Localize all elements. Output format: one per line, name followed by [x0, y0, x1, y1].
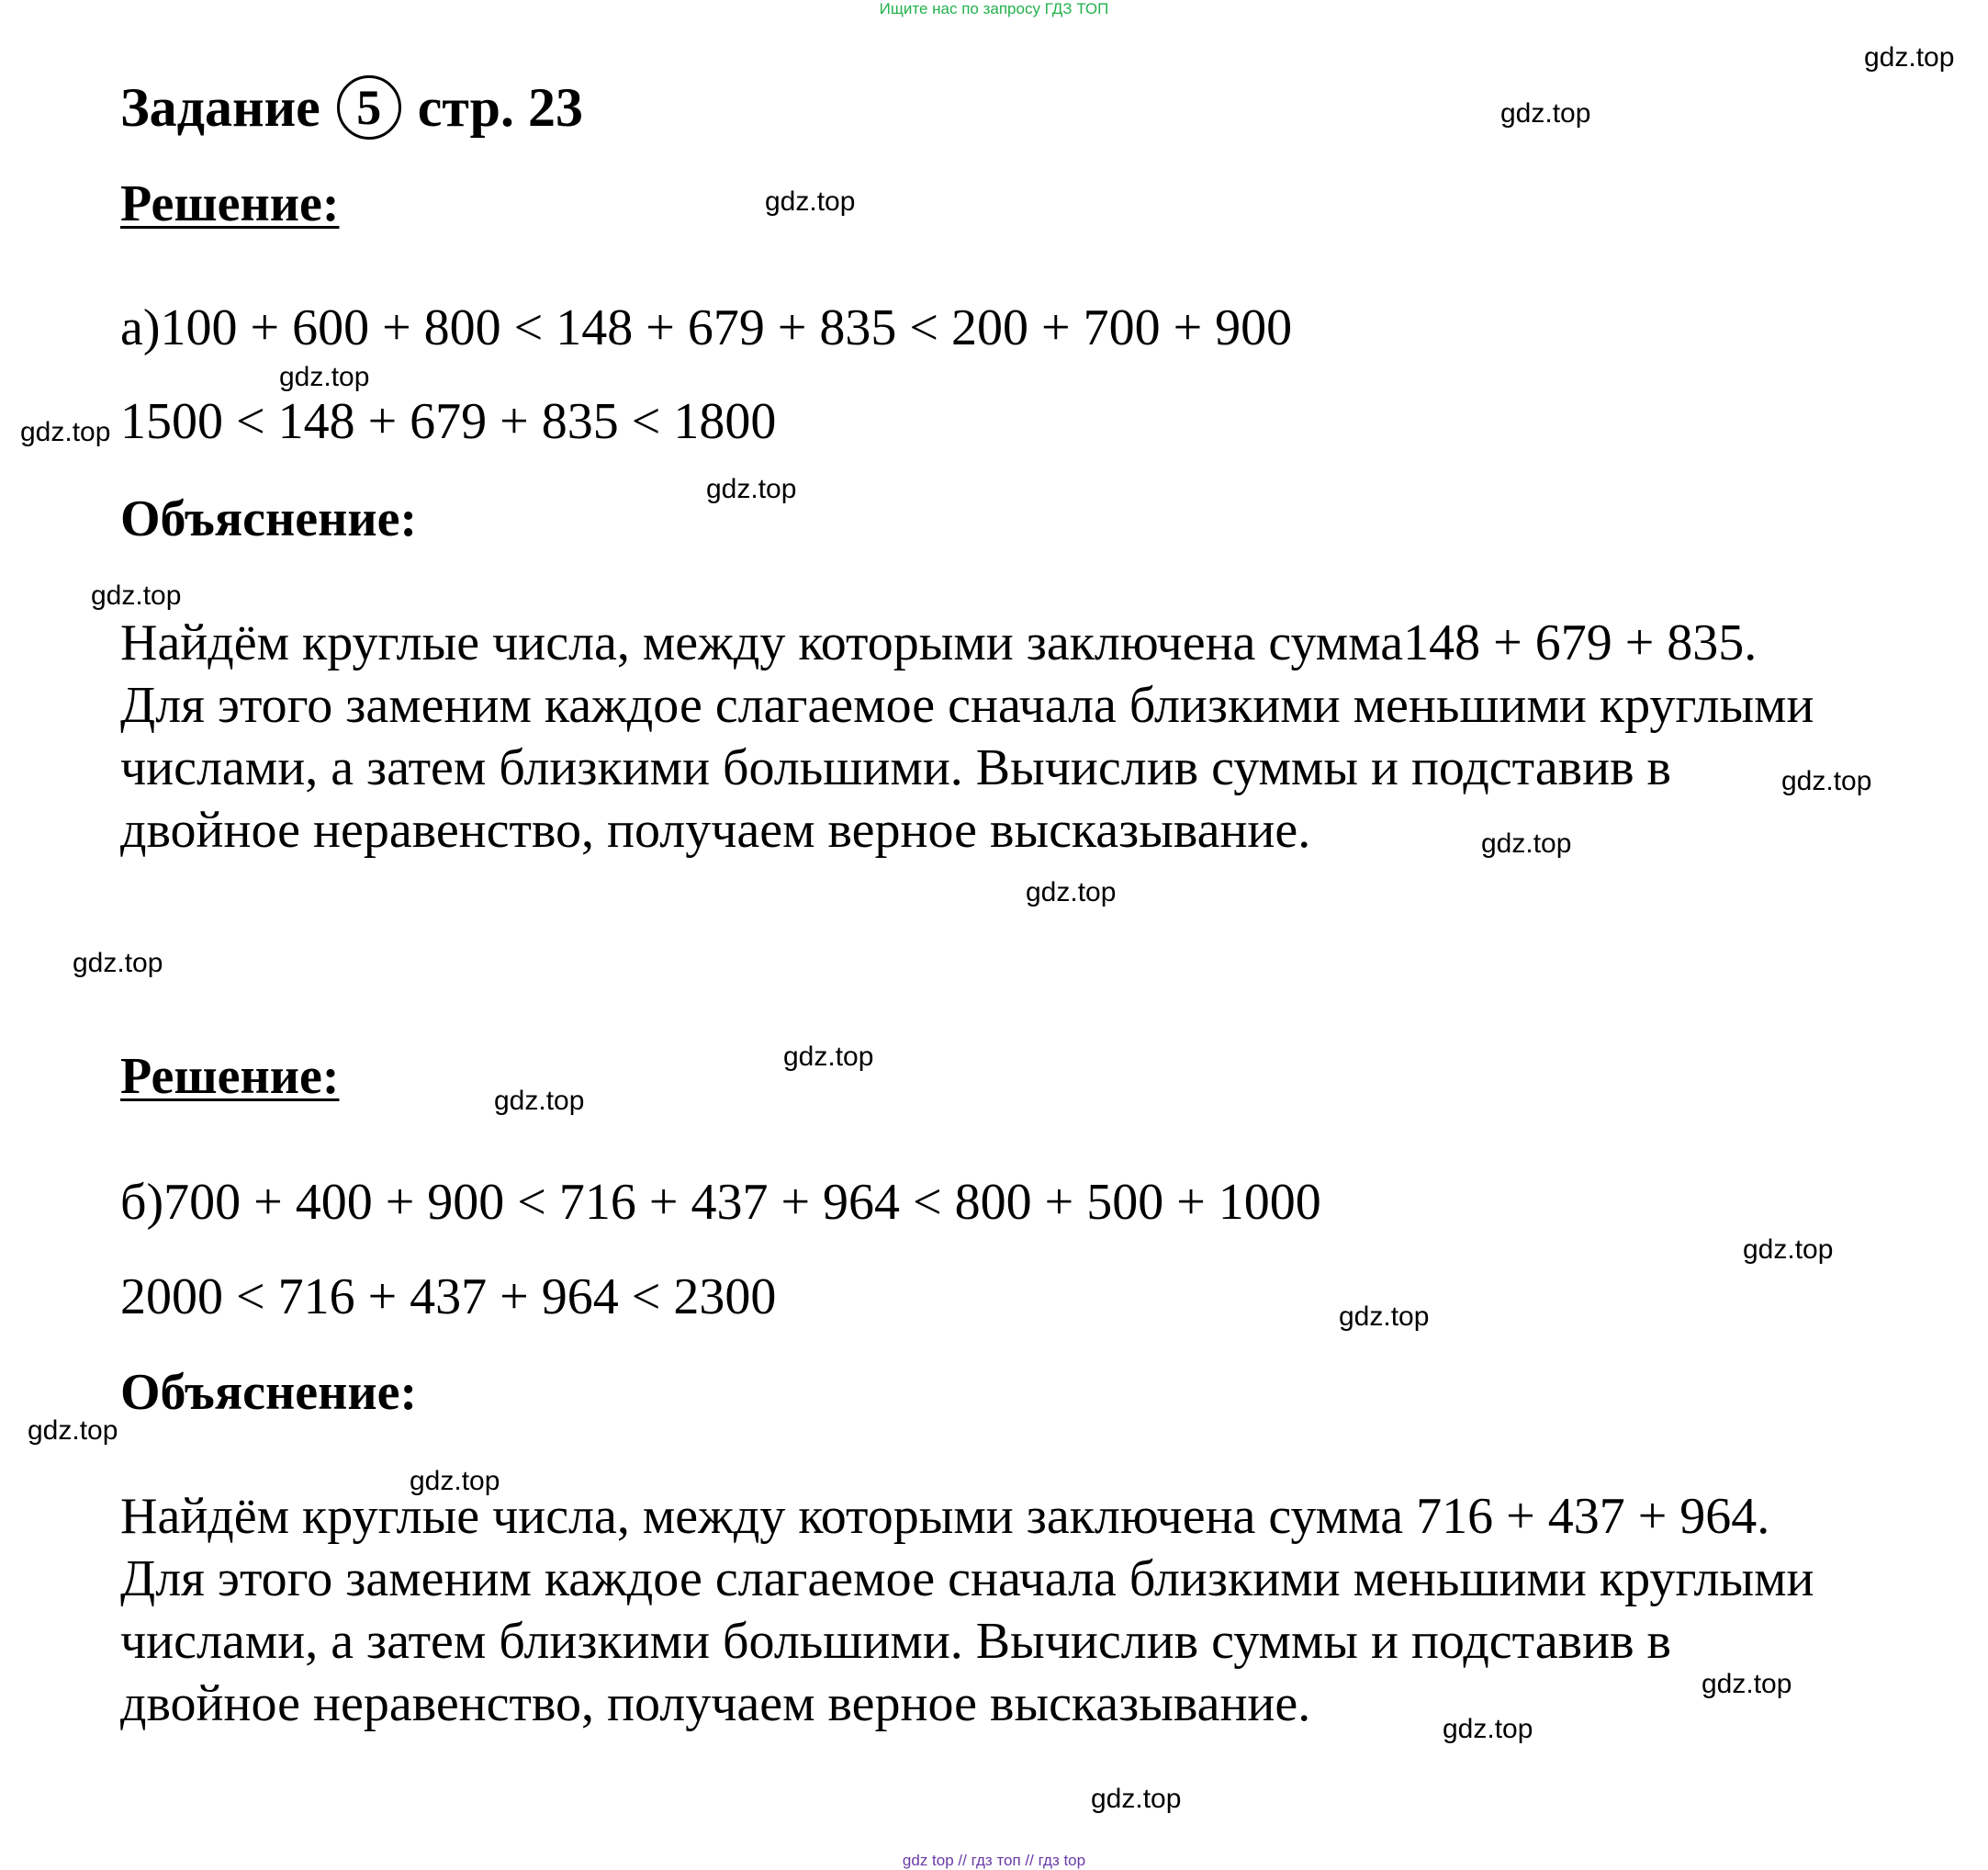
watermark: gdz.top — [1481, 828, 1572, 859]
inequality-b-line-2: 2000 < 716 + 437 + 964 < 2300 — [120, 1268, 777, 1325]
inequality-a-line-1: а)100 + 600 + 800 < 148 + 679 + 835 < 200 + 700 + 900 — [120, 299, 1293, 356]
explanation-a-line: двойное неравенство, получаем верное высказывание. — [120, 802, 1311, 859]
top-banner: Ищите нас по запросу ГДЗ ТОП — [879, 0, 1109, 17]
explanation-b-line: числами, а затем близкими большими. Вычислив суммы и подставив в — [120, 1613, 1671, 1670]
footer-watermark: gdz top // гдз топ // гдз top — [902, 1852, 1086, 1869]
watermark: gdz.top — [410, 1466, 500, 1496]
watermark: gdz.top — [1500, 98, 1591, 129]
watermark: gdz.top — [20, 417, 111, 447]
title-suffix: стр. 23 — [417, 76, 584, 138]
watermark: gdz.top — [1339, 1301, 1430, 1332]
explanation-a-line: числами, а затем близкими большими. Вычислив суммы и подставив в — [120, 739, 1671, 796]
watermark: gdz.top — [28, 1415, 118, 1446]
title-prefix: Задание — [120, 76, 320, 138]
solution-heading-b: Решение: — [120, 1048, 340, 1105]
explanation-text-a — [120, 612, 1948, 862]
explanation-heading-a: Объяснение: — [120, 490, 418, 547]
watermark: gdz.top — [279, 362, 370, 392]
explanation-b-line: двойное неравенство, получаем верное высказывание. — [120, 1675, 1311, 1732]
watermark: gdz.top — [1781, 766, 1872, 796]
explanation-b-line: Найдём круглые числа, между которыми заключена сумма 716 + 437 + 964. — [120, 1488, 1770, 1545]
watermark: gdz.top — [1091, 1784, 1182, 1814]
watermark: gdz.top — [1702, 1669, 1792, 1699]
watermark: gdz.top — [1026, 877, 1117, 907]
solution-heading-a: Решение: — [120, 175, 340, 232]
watermark: gdz.top — [1443, 1714, 1533, 1744]
watermark: gdz.top — [765, 186, 856, 217]
explanation-heading-b: Объяснение: — [120, 1364, 418, 1421]
watermark: gdz.top — [1743, 1234, 1834, 1265]
task-number-badge: 5 — [337, 75, 401, 140]
watermark: gdz.top — [706, 474, 797, 504]
inequality-a-line-2: 1500 < 148 + 679 + 835 < 1800 — [120, 393, 777, 450]
watermark: gdz.top — [494, 1086, 585, 1116]
watermark: gdz.top — [783, 1042, 874, 1072]
watermark: gdz.top — [73, 948, 163, 978]
explanation-a-line: Для этого заменим каждое слагаемое сначала близкими меньшими круглыми — [120, 677, 1814, 734]
watermark: gdz.top — [91, 580, 182, 611]
explanation-text-b — [120, 1485, 1948, 1735]
page-title — [120, 75, 583, 140]
watermark: gdz.top — [1864, 42, 1955, 73]
explanation-a-line: Найдём круглые числа, между которыми заключена сумма148 + 679 + 835. — [120, 614, 1758, 671]
inequality-b-line-1: б)700 + 400 + 900 < 716 + 437 + 964 < 800 + 500 + 1000 — [120, 1174, 1321, 1231]
explanation-b-line: Для этого заменим каждое слагаемое сначала близкими меньшими круглыми — [120, 1550, 1814, 1607]
